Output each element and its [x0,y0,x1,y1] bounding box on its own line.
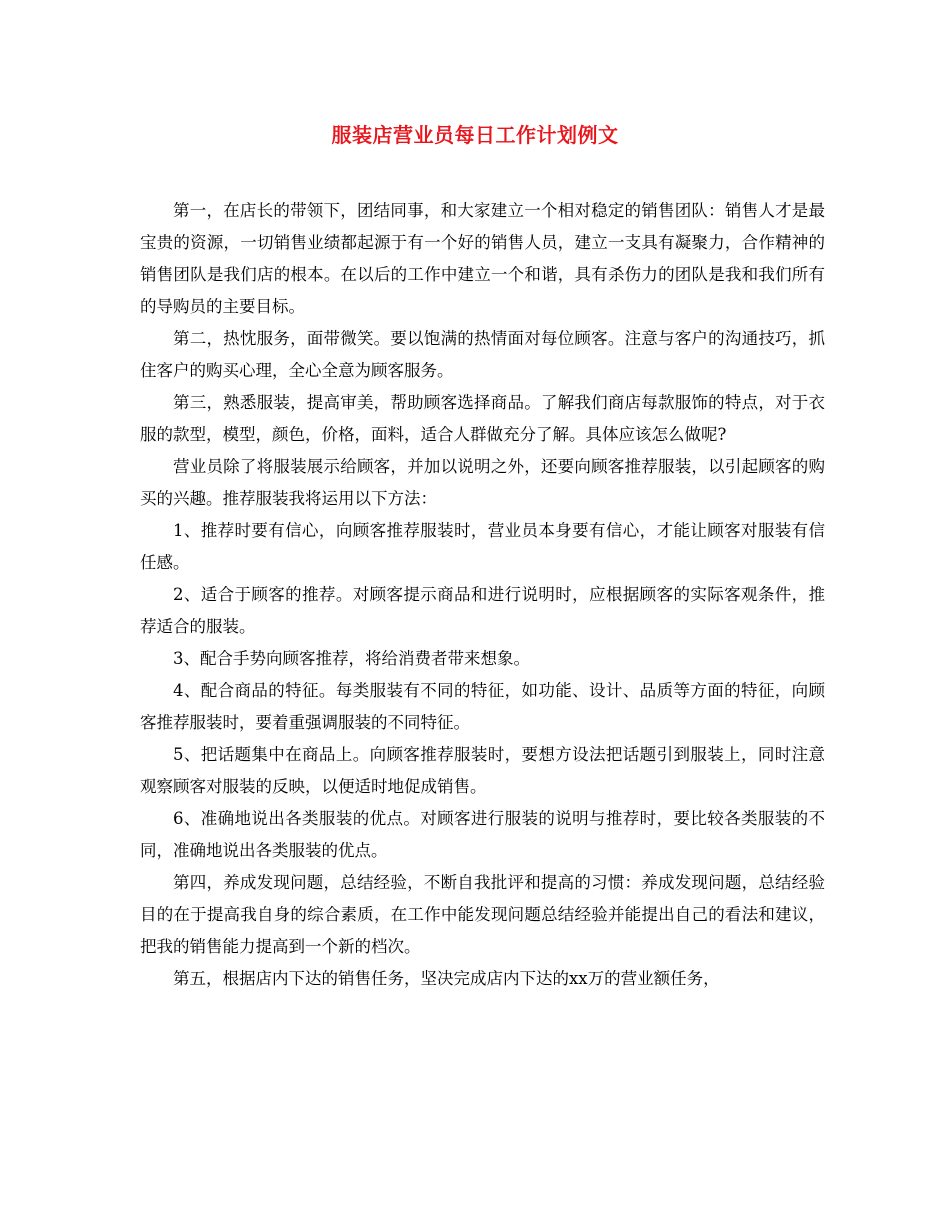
paragraph: 4、配合商品的特征。每类服装有不同的特征，如功能、设计、品质等方面的特征，向顾客推荐服装时，要着重强调服装的不同特征。 [140,681,825,732]
paragraph: 第一，在店长的带领下，团结同事，和大家建立一个相对稳定的销售团队：销售人才是最宝贵的资源，一切销售业绩都起源于有一个好的销售人员，建立一支具有凝聚力，合作精神的销售团队是我们店的根本。在以后的工作中建立一个和谐，具有杀伤力的团队是我和我们所有的导购员的主要目标。 [140,201,825,316]
paragraph: 6、准确地说出各类服装的优点。对顾客进行服装的说明与推荐时，要比较各类服装的不同，准确地说出各类服装的优点。 [140,809,825,860]
paragraph: 第五，根据店内下达的销售任务，坚决完成店内下达的xx万的营业额任务， [173,969,720,988]
paragraph: 营业员除了将服装展示给顾客，并加以说明之外，还要向顾客推荐服装，以引起顾客的购买的兴趣。推荐服装我将运用以下方法： [140,457,825,508]
paragraph: 5、把话题集中在商品上。向顾客推荐服装时，要想方设法把话题引到服装上，同时注意观察顾客对服装的反映，以便适时地促成销售。 [140,745,825,796]
paragraph: 1、推荐时要有信心，向顾客推荐服装时，营业员本身要有信心，才能让顾客对服装有信任感。 [140,521,825,572]
paragraph: 2、适合于顾客的推荐。对顾客提示商品和进行说明时，应根据顾客的实际客观条件，推荐适合的服装。 [140,585,825,636]
document-body [140,195,825,995]
document-title: 服装店营业员每日工作计划例文 [331,123,619,147]
paragraph: 第二，热忱服务，面带微笑。要以饱满的热情面对每位顾客。注意与客户的沟通技巧，抓住客户的购买心理，全心全意为顾客服务。 [140,329,825,380]
paragraph: 第四，养成发现问题，总结经验，不断自我批评和提高的习惯：养成发现问题，总结经验目的在于提高我自身的综合素质，在工作中能发现问题总结经验并能提出自己的看法和建议，把我的销售能力提高到一个新的档次。 [140,873,825,956]
paragraph: 第三，熟悉服装，提高审美，帮助顾客选择商品。了解我们商店每款服饰的特点，对于衣服的款型，模型，颜色，价格，面料，适合人群做充分了解。具体应该怎么做呢? [140,393,825,444]
paragraph: 3、配合手势向顾客推荐，将给消费者带来想象。 [173,649,530,668]
